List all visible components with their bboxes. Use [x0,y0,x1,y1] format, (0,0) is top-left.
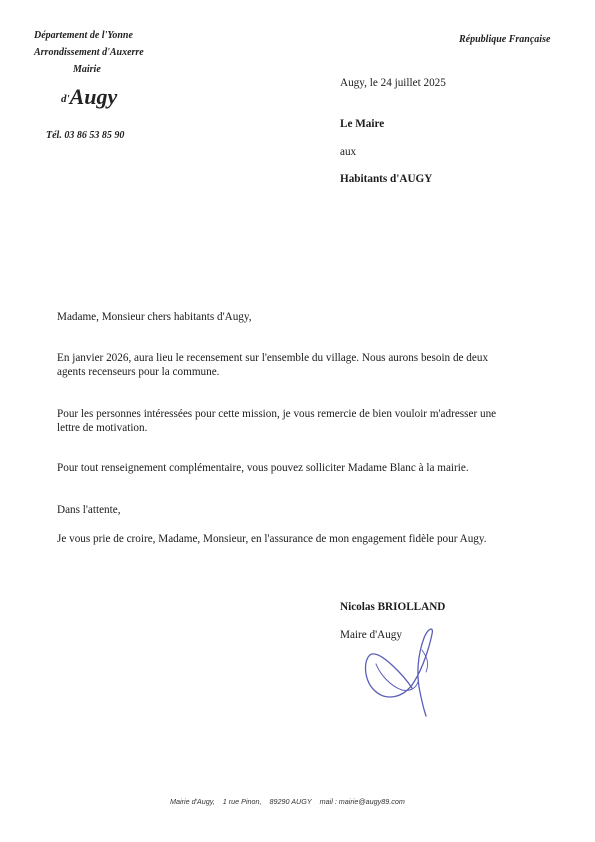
paragraph-1-line-1: En janvier 2026, aura lieu le recensement sur l'ensemble du village. Nous aurons besoin de deux [57,352,489,364]
recipient: Habitants d'AUGY [340,173,433,185]
footer-postal: 89290 AUGY [269,797,312,806]
paragraph-2-line-2: lettre de motivation. [57,422,148,434]
aux-word: aux [340,146,357,158]
commune-prefix: d' [61,92,70,105]
closing-formula: Je vous prie de croire, Madame, Monsieur, en l'assurance de mon engagement fidèle pour Augy. [57,533,487,545]
arrondissement-line: Arrondissement d'Auxerre [34,47,144,58]
commune-name-text: Augy [69,84,118,109]
date-line: Augy, le 24 juillet 2025 [340,77,446,89]
signatory-name: Nicolas BRIOLLAND [340,601,446,613]
footer-address: 1 rue Pinon, [222,797,262,806]
mairie-line: Mairie [73,64,101,75]
sender: Le Maire [340,118,385,130]
telephone: Tél. 03 86 53 85 90 [46,130,125,141]
paragraph-4: Dans l'attente, [57,504,121,516]
footer [170,797,405,806]
commune-name [61,84,117,112]
salutation: Madame, Monsieur chers habitants d'Augy, [57,311,252,323]
paragraph-3: Pour tout renseignement complémentaire, vous pouvez solliciter Madame Blanc à la mairie. [57,462,469,474]
handwritten-signature [360,622,440,718]
republique-francaise: République Française [459,34,551,45]
paragraph-1-line-2: agents recenseurs pour la commune. [57,366,220,378]
footer-email: mail : mairie@augy89.com [319,797,405,806]
signatory-title: Maire d'Augy [340,629,402,641]
footer-org: Mairie d'Augy, [170,797,215,806]
paragraph-2-line-1: Pour les personnes intéressées pour cette mission, je vous remercie de bien vouloir m'adresser une [57,408,497,420]
department-line: Département de l'Yonne [34,30,133,41]
